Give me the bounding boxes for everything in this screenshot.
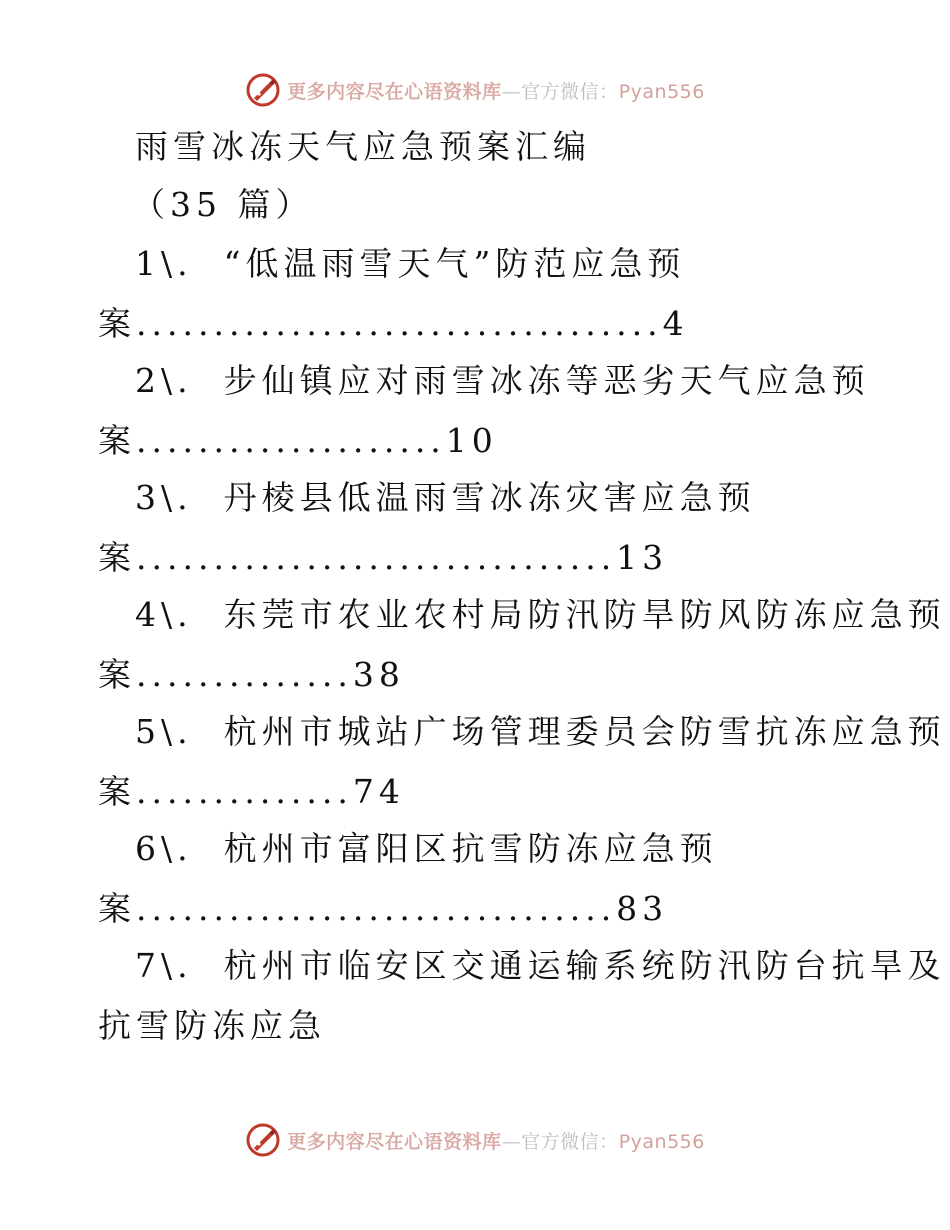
toc-entry-1 xyxy=(135,244,686,283)
toc-entry-title: 杭州市富阳区抗雪防冻应急预 xyxy=(223,829,718,868)
toc-entry-title: 杭州市城站广场管理委员会防雪抗冻应急预 xyxy=(223,712,946,751)
toc-entry-number: 2\. xyxy=(135,361,193,400)
toc-entry-4 xyxy=(135,595,946,634)
toc-entry-title: 丹棱县低温雨雪冰冻灾害应急预 xyxy=(223,478,756,517)
toc-entry-1-page: 案..................................4 xyxy=(98,304,689,343)
toc-entry-2 xyxy=(135,361,870,400)
document-title: 雨雪冰冻天气应急预案汇编 xyxy=(135,127,591,166)
watermark-text: 更多内容尽在心语资料库—官方微信：Pyan556 xyxy=(287,1130,705,1153)
toc-entry-2-page: 案....................10 xyxy=(98,421,498,460)
toc-entry-5-page: 案..............74 xyxy=(98,772,405,811)
watermark-banner-top xyxy=(0,70,950,110)
toc-entry-number: 4\. xyxy=(135,595,193,634)
toc-entry-6-page: 案...............................83 xyxy=(98,889,669,928)
watermark-banner-bottom xyxy=(0,1120,950,1160)
toc-entry-7-continued: 抗雪防冻应急 xyxy=(98,1006,326,1045)
toc-entry-title: 东莞市农业农村局防汛防旱防风防冻应急预 xyxy=(223,595,946,634)
toc-entry-number: 3\. xyxy=(135,478,193,517)
toc-entry-3 xyxy=(135,478,756,517)
toc-entry-6 xyxy=(135,829,718,868)
toc-entry-7 xyxy=(135,946,946,985)
document-subtitle: （35 篇） xyxy=(132,185,314,224)
toc-entry-5 xyxy=(135,712,946,751)
toc-entry-title: 步仙镇应对雨雪冰冻等恶劣天气应急预 xyxy=(223,361,870,400)
toc-entry-title: 杭州市临安区交通运输系统防汛防台抗旱及 xyxy=(223,946,946,985)
watermark-text: 更多内容尽在心语资料库—官方微信：Pyan556 xyxy=(287,80,705,103)
pen-logo-icon xyxy=(245,72,281,108)
toc-entry-number: 7\. xyxy=(135,946,193,985)
pen-logo-icon xyxy=(245,1122,281,1158)
toc-entry-4-page: 案..............38 xyxy=(98,655,405,694)
toc-entry-number: 5\. xyxy=(135,712,193,751)
toc-entry-title: “低温雨雪天气”防范应急预 xyxy=(223,244,686,283)
toc-entry-number: 6\. xyxy=(135,829,193,868)
toc-entry-3-page: 案...............................13 xyxy=(98,538,669,577)
toc-entry-number: 1\. xyxy=(135,244,193,283)
